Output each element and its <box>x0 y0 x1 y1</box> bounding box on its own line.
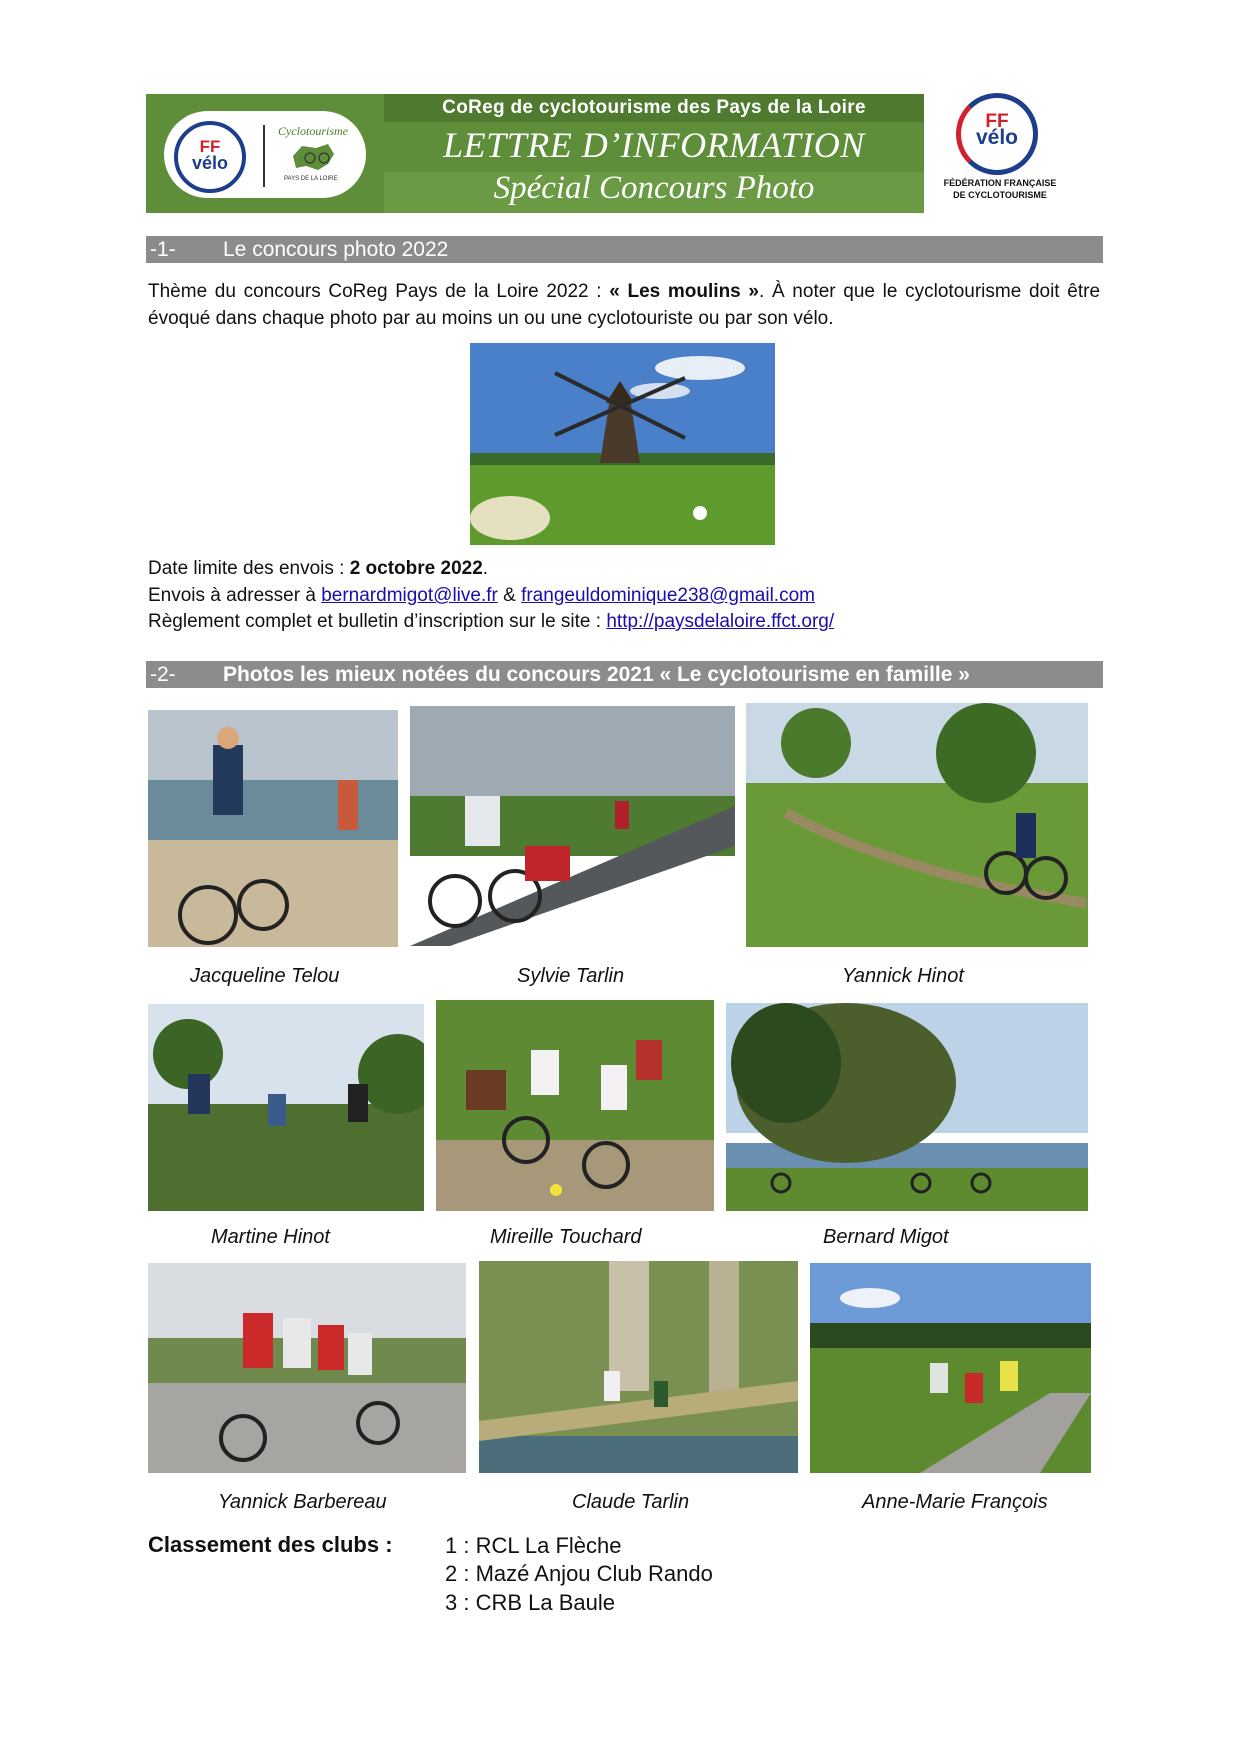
rules-line: Règlement complet et bulletin d’inscription sur le site : http://paysdelaloire.ffct.org/ <box>148 611 835 632</box>
page-subtitle: Spécial Concours Photo <box>493 170 815 206</box>
photo-caption: Claude Tarlin <box>572 1491 690 1513</box>
region-map-icon <box>288 142 338 174</box>
photo-caption: Yannick Barbereau <box>218 1491 387 1513</box>
contest-photo <box>148 1263 466 1473</box>
contest-photo <box>148 1004 424 1211</box>
contest-photo <box>479 1261 798 1473</box>
photo-caption: Anne-Marie François <box>862 1491 1048 1513</box>
section-number: -1- <box>150 238 176 261</box>
deadline-line: Date limite des envois : 2 octobre 2022. <box>148 558 489 579</box>
page-title: LETTRE D’INFORMATION <box>443 125 865 165</box>
club-rank-item: 1 : RCL La Flèche <box>445 1533 622 1558</box>
email-link-1[interactable]: bernardmigot@live.fr <box>321 585 498 606</box>
section-title: Photos les mieux notées du concours 2021 « Le cyclotourisme en famille » <box>223 663 970 686</box>
photo-caption: Martine Hinot <box>211 1226 330 1248</box>
club-rank-item: 3 : CRB La Baule <box>445 1590 615 1615</box>
banner-top-text: CoReg de cyclotourisme des Pays de la Loire <box>442 97 866 118</box>
site-link[interactable]: http://paysdelaloire.ffct.org/ <box>606 611 835 632</box>
section-number: -2- <box>150 663 176 686</box>
ffvelo-logo-left: FF vélo <box>174 121 246 193</box>
deadline-date: 2 octobre 2022 <box>349 558 483 579</box>
photo-caption: Sylvie Tarlin <box>517 965 625 987</box>
theme-name: « Les moulins » <box>609 281 759 302</box>
logo-divider <box>263 125 265 187</box>
clubs-ranking-label: Classement des clubs : <box>148 1532 393 1557</box>
photo-caption: Mireille Touchard <box>490 1226 642 1248</box>
windmill-photo <box>470 343 775 545</box>
photo-caption: Bernard Migot <box>823 1226 949 1248</box>
contest-photo <box>436 1000 714 1211</box>
section-title: Le concours photo 2022 <box>223 238 449 261</box>
ffvelo-logo-right: FF vélo <box>956 93 1038 175</box>
cyclotourisme-script: Cyclotourisme <box>278 124 348 138</box>
photo-caption: Yannick Hinot <box>842 965 964 987</box>
contest-photo <box>810 1263 1091 1473</box>
federation-caption: FÉDÉRATION FRANÇAISE DE CYCLOTOURISME <box>943 178 1057 200</box>
contest-photo <box>148 710 398 947</box>
section-header <box>146 236 1103 263</box>
region-label: PAYS DE LA LOIRE <box>284 176 338 182</box>
contest-photo <box>746 703 1088 947</box>
section-header <box>146 661 1103 688</box>
theme-paragraph: Thème du concours CoReg Pays de la Loire 2022 : « Les moulins ». À noter que le cyclotourisme doit être évoqué dans chaque photo par au moins un ou une cyclotouriste ou par son vélo. <box>148 281 1101 329</box>
club-rank-item: 2 : Mazé Anjou Club Rando <box>445 1561 713 1586</box>
contest-photo <box>726 1003 1088 1211</box>
send-line: Envois à adresser à bernardmigot@live.fr & frangeuldominique238@gmail.com <box>148 585 815 606</box>
email-link-2[interactable]: frangeuldominique238@gmail.com <box>521 585 815 606</box>
contest-photo <box>410 706 735 947</box>
photo-caption: Jacqueline Telou <box>190 965 340 987</box>
